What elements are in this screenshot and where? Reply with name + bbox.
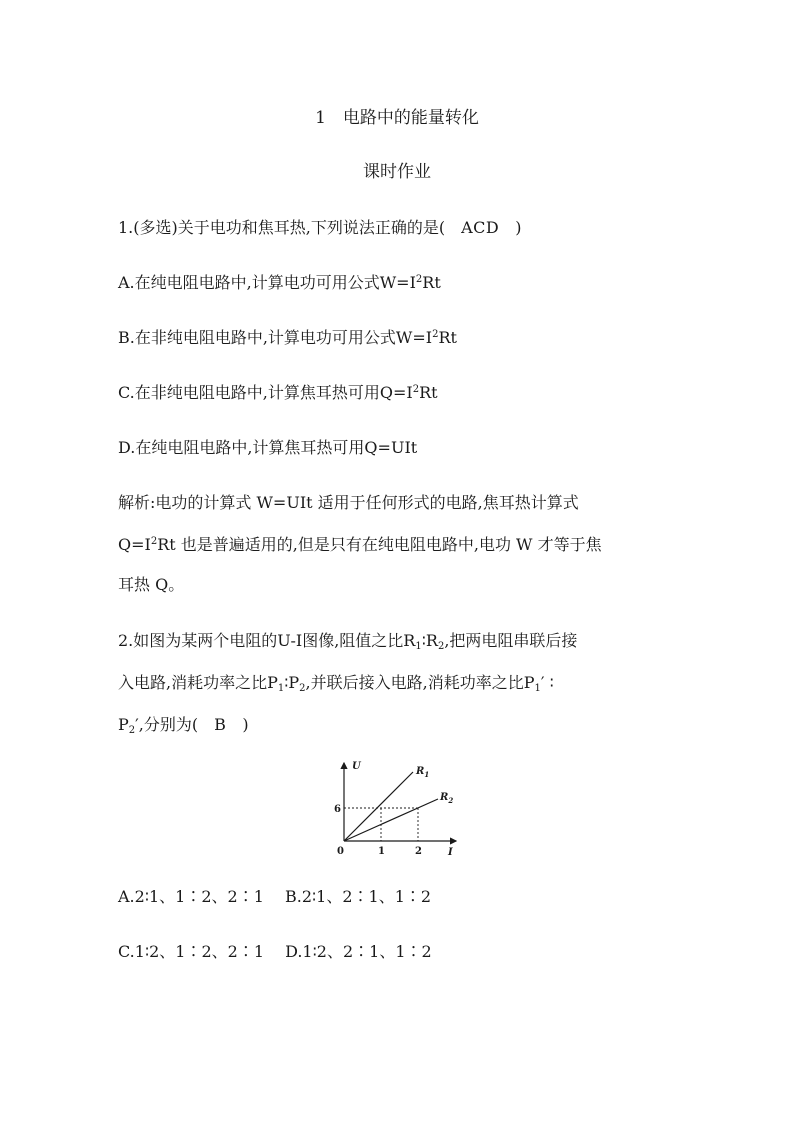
q2-text-3c: ) bbox=[226, 715, 249, 734]
q1-stem bbox=[118, 218, 676, 238]
q2-text-2d: ′ ∶ bbox=[540, 673, 554, 692]
q1-option-b-sup: 2 bbox=[432, 329, 439, 340]
q1-option-c-text: C.在非纯电阻电路中,计算焦耳热可用Q=I bbox=[118, 383, 413, 402]
r1-label-main: R bbox=[416, 766, 425, 777]
q1-option-b-text: B.在非纯电阻电路中,计算电功可用公式W=I bbox=[118, 328, 433, 347]
x-tick-2: 2 bbox=[415, 846, 422, 857]
r2-label bbox=[439, 792, 453, 805]
q1-analysis-line-3: 耳热 Q。 bbox=[118, 575, 185, 594]
q1-option-d-text: D.在纯电阻电路中,计算焦耳热可用Q=UIt bbox=[118, 438, 418, 457]
ui-graph-figure bbox=[328, 757, 468, 861]
q2-text-1a: 2.如图为某两个电阻的U-I图像,阻值之比R bbox=[118, 631, 416, 650]
x-axis-label: I bbox=[448, 847, 453, 858]
q1-option-a-sup: 2 bbox=[415, 274, 423, 285]
q2-sub-p1: 1 bbox=[277, 683, 285, 694]
page-subtitle: 课时作业 bbox=[363, 162, 431, 182]
q2-stem-line-2 bbox=[118, 673, 676, 693]
q1-stem-text: 1.(多选)关于电功和焦耳热,下列说法正确的是( bbox=[118, 218, 462, 237]
q2-sub-p2: 2 bbox=[299, 683, 306, 694]
q1-stem-close: ) bbox=[499, 218, 522, 237]
line-r2 bbox=[344, 799, 438, 841]
q2-options-row-1: A.2∶1、1∶2、2∶1 B.2∶1、2∶1、1∶2 bbox=[118, 887, 432, 906]
q2-sub-p1-prime: 1 bbox=[534, 683, 541, 694]
q2-text-2b: ∶P bbox=[284, 673, 300, 692]
r1-label bbox=[415, 766, 429, 779]
q2-text-2c: ,并联后接入电路,消耗功率之比P bbox=[305, 673, 535, 692]
q1-option-b bbox=[118, 328, 676, 348]
q2-text-1c: ,把两电阻串联后接 bbox=[444, 631, 578, 650]
q1-answer: ACD bbox=[461, 218, 500, 237]
q1-option-d bbox=[118, 438, 676, 458]
q1-option-b-tail: Rt bbox=[438, 328, 457, 347]
q1-option-c-sup: 2 bbox=[412, 384, 420, 395]
q2-stem-line-1 bbox=[118, 631, 676, 651]
y-axis-label: U bbox=[352, 761, 361, 772]
q1-option-a bbox=[118, 273, 676, 293]
q2-text-3a: P bbox=[118, 715, 129, 734]
q2-sub-r1: 1 bbox=[415, 641, 422, 652]
r1-label-sub: 1 bbox=[424, 770, 430, 779]
q1-option-a-tail: Rt bbox=[422, 273, 441, 292]
q1-analysis-formula: Q=I bbox=[118, 535, 151, 554]
x-tick-1: 1 bbox=[378, 846, 385, 857]
r2-label-main: R bbox=[440, 792, 449, 803]
q2-text-2a: 入电路,消耗功率之比P bbox=[118, 673, 278, 692]
q1-analysis-line-2 bbox=[118, 535, 676, 555]
q1-analysis-text: Rt 也是普遍适用的,但是只有在纯电阻电路中,电功 W 才等于焦 bbox=[157, 535, 602, 554]
q1-analysis-sup: 2 bbox=[150, 536, 158, 547]
q1-option-c-tail: Rt bbox=[419, 383, 438, 402]
y-tick-6: 6 bbox=[334, 804, 341, 815]
q2-stem-line-3 bbox=[118, 715, 676, 735]
origin-label: 0 bbox=[337, 846, 344, 857]
page-title: 1 电路中的能量转化 bbox=[315, 108, 479, 128]
q1-analysis-line-1: 解析:电功的计算式 W=UIt 适用于任何形式的电路,焦耳热计算式 bbox=[118, 493, 579, 512]
line-r1 bbox=[344, 772, 413, 841]
q2-text-3b: ′,分别为( bbox=[135, 715, 215, 734]
q2-options-row-2: C.1∶2、1∶2、2∶1 D.1∶2、2∶1、1∶2 bbox=[118, 942, 432, 961]
q1-option-a-text: A.在纯电阻电路中,计算电功可用公式W=I bbox=[118, 273, 416, 292]
q2-answer: B bbox=[214, 715, 227, 734]
q2-sub-p2-prime: 2 bbox=[128, 725, 136, 736]
q2-sub-r2: 2 bbox=[437, 641, 445, 652]
r2-label-sub: 2 bbox=[448, 796, 454, 805]
q2-text-1b: ∶R bbox=[421, 631, 438, 650]
q1-option-c bbox=[118, 383, 676, 403]
